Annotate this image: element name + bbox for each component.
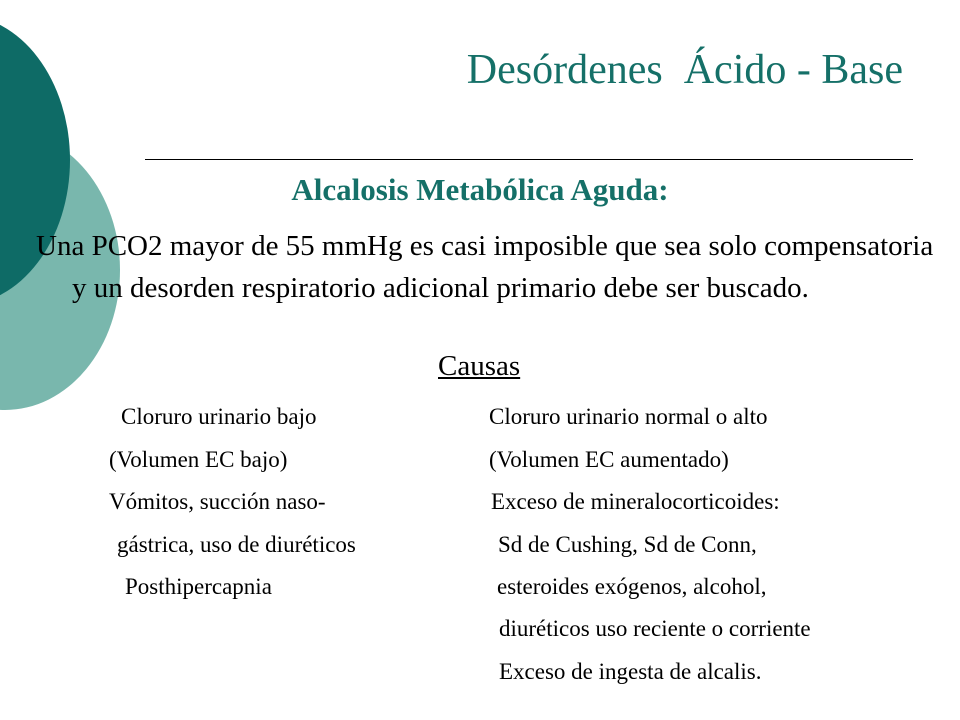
right-column-line: (Volumen EC aumentado) (489, 447, 729, 472)
right-column-line: Exceso de ingesta de alcalis. (499, 659, 762, 684)
right-column-line: Exceso de mineralocorticoides: (491, 489, 780, 514)
slide-subtitle: Alcalosis Metabólica Aguda: (291, 172, 669, 207)
left-column-line: Cloruro urinario bajo (121, 404, 317, 429)
right-column-line: Cloruro urinario normal o alto (489, 404, 768, 429)
body-paragraph: Una PCO2 mayor de 55 mmHg es casi imposible que sea solo compensatoria y un desorden respiratorio adicional primario debe ser buscado. (36, 230, 934, 304)
title-divider (145, 159, 913, 160)
causes-heading: Causas (438, 350, 521, 382)
left-column-line: (Volumen EC bajo) (109, 447, 288, 472)
left-column-line: gástrica, uso de diuréticos (117, 532, 356, 557)
left-column-line: Posthipercapnia (125, 574, 272, 599)
left-column-line: Vómitos, succión naso- (109, 489, 326, 514)
slide-title: Desórdenes Ácido - Base (466, 47, 903, 93)
right-column-line: diuréticos uso reciente o corriente (499, 616, 811, 641)
right-column-line: Sd de Cushing, Sd de Conn, (498, 532, 757, 557)
right-column-line: esteroides exógenos, alcohol, (497, 574, 767, 599)
